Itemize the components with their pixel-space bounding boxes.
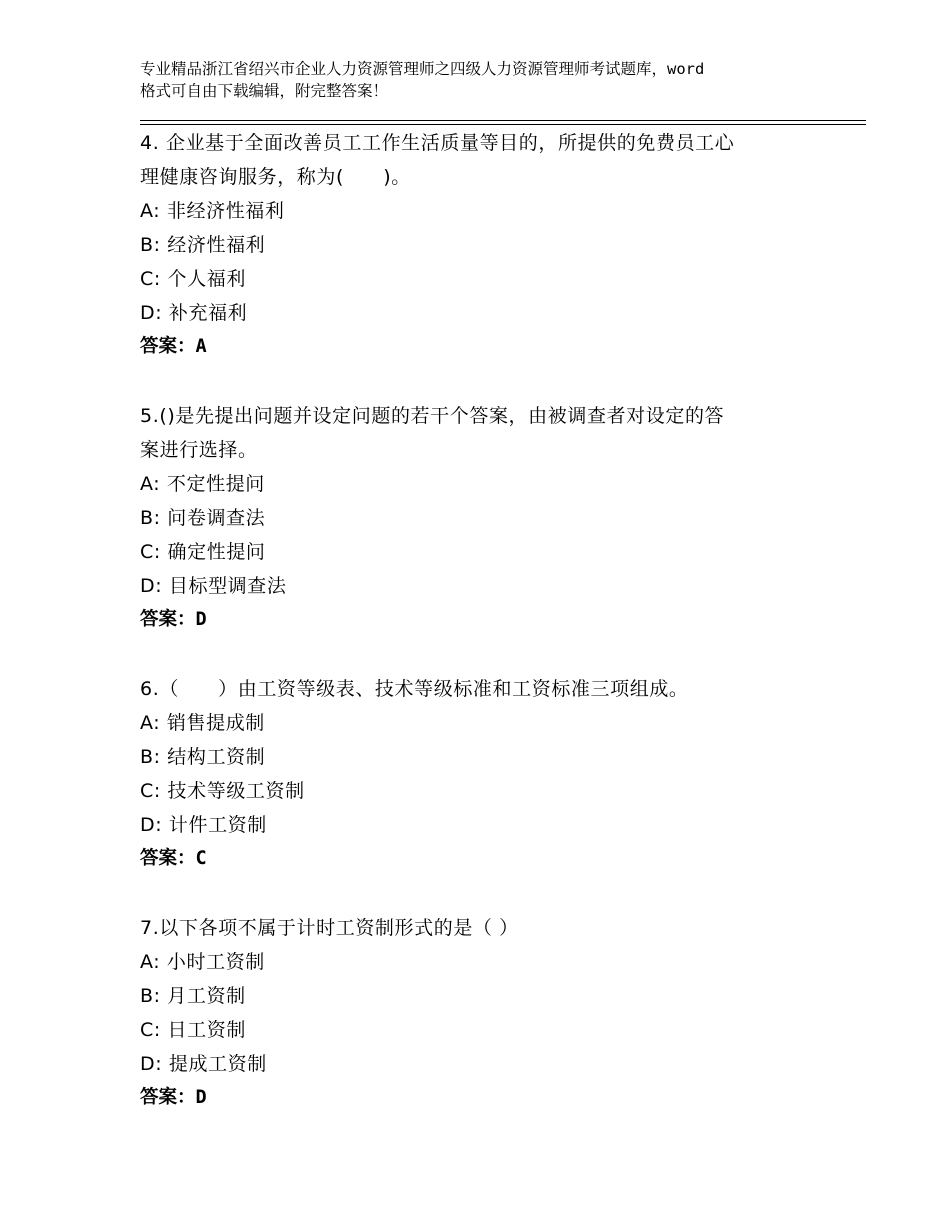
option-text: 技术等级工资制 xyxy=(167,780,305,802)
option-a xyxy=(140,945,820,979)
question-text-line: 4. 企业基于全面改善员工工作生活质量等目的，所提供的免费员工心 xyxy=(140,132,735,154)
question-text-line: 7.以下各项不属于计时工资制形式的是（ ） xyxy=(140,917,519,939)
option-key: B: xyxy=(140,985,161,1007)
option-d xyxy=(140,808,820,842)
option-d xyxy=(140,1047,820,1081)
question-text-line: 6.（ ）由工资等级表、技术等级标准和工资标准三项组成。 xyxy=(140,678,689,700)
answer-line xyxy=(140,330,820,364)
option-key: B: xyxy=(140,746,161,768)
option-key: C: xyxy=(140,268,161,290)
option-c xyxy=(140,535,820,569)
question-5 xyxy=(140,399,820,637)
option-d xyxy=(140,296,820,330)
option-text: 月工资制 xyxy=(167,985,246,1007)
option-key: A: xyxy=(140,951,161,973)
question-4 xyxy=(140,126,820,364)
question-text-line: 案进行选择。 xyxy=(140,439,258,461)
answer-label: 答案： xyxy=(140,336,196,357)
option-a xyxy=(140,194,820,228)
option-a xyxy=(140,467,820,501)
option-key: B: xyxy=(140,234,161,256)
option-text: 经济性福利 xyxy=(167,234,266,256)
answer-line xyxy=(140,603,820,637)
header-divider-top xyxy=(140,120,866,121)
answer-label: 答案： xyxy=(140,1087,196,1108)
option-key: A: xyxy=(140,473,161,495)
header-divider-bottom xyxy=(140,124,866,125)
option-c xyxy=(140,262,820,296)
question-text-line: 5.()是先提出问题并设定问题的若干个答案，由被调查者对设定的答 xyxy=(140,405,725,427)
header-line-1: 专业精品浙江省绍兴市企业人力资源管理师之四级人力资源管理师考试题库，word xyxy=(140,60,705,78)
option-b xyxy=(140,979,820,1013)
option-a xyxy=(140,706,820,740)
option-text: 非经济性福利 xyxy=(166,200,285,222)
option-key: C: xyxy=(140,541,161,563)
option-text: 目标型调查法 xyxy=(168,575,287,597)
answer-label: 答案： xyxy=(140,609,196,630)
answer-value: C xyxy=(195,848,207,869)
answer-value: D xyxy=(195,1087,207,1108)
option-key: A: xyxy=(140,200,161,222)
option-key: B: xyxy=(140,507,161,529)
option-key: D: xyxy=(140,575,163,597)
option-text: 问卷调查法 xyxy=(167,507,266,529)
option-text: 提成工资制 xyxy=(168,1053,267,1075)
option-text: 结构工资制 xyxy=(167,746,266,768)
option-text: 补充福利 xyxy=(168,302,248,324)
question-text-line: 理健康咨询服务，称为( )。 xyxy=(140,166,411,188)
option-key: C: xyxy=(140,1019,161,1041)
answer-line xyxy=(140,842,820,876)
answer-label: 答案： xyxy=(140,848,196,869)
answer-value: A xyxy=(195,336,207,357)
option-text: 确定性提问 xyxy=(167,541,266,563)
answer-value: D xyxy=(195,609,207,630)
option-key: D: xyxy=(140,1053,163,1075)
option-text: 小时工资制 xyxy=(166,951,265,973)
option-c xyxy=(140,774,820,808)
answer-line xyxy=(140,1081,820,1115)
option-b xyxy=(140,501,820,535)
option-key: D: xyxy=(140,302,163,324)
option-b xyxy=(140,228,820,262)
option-key: A: xyxy=(140,712,161,734)
option-b xyxy=(140,740,820,774)
header-line-2: 格式可自由下载编辑，附完整答案！ xyxy=(140,82,389,100)
option-key: C: xyxy=(140,780,161,802)
question-6 xyxy=(140,672,820,876)
option-text: 日工资制 xyxy=(167,1019,246,1041)
option-text: 个人福利 xyxy=(167,268,246,290)
option-text: 计件工资制 xyxy=(168,814,267,836)
document-header xyxy=(140,58,830,102)
option-d xyxy=(140,569,820,603)
option-c xyxy=(140,1013,820,1047)
question-7 xyxy=(140,911,820,1115)
option-text: 不定性提问 xyxy=(166,473,265,495)
option-text: 销售提成制 xyxy=(166,712,265,734)
option-key: D: xyxy=(140,814,163,836)
